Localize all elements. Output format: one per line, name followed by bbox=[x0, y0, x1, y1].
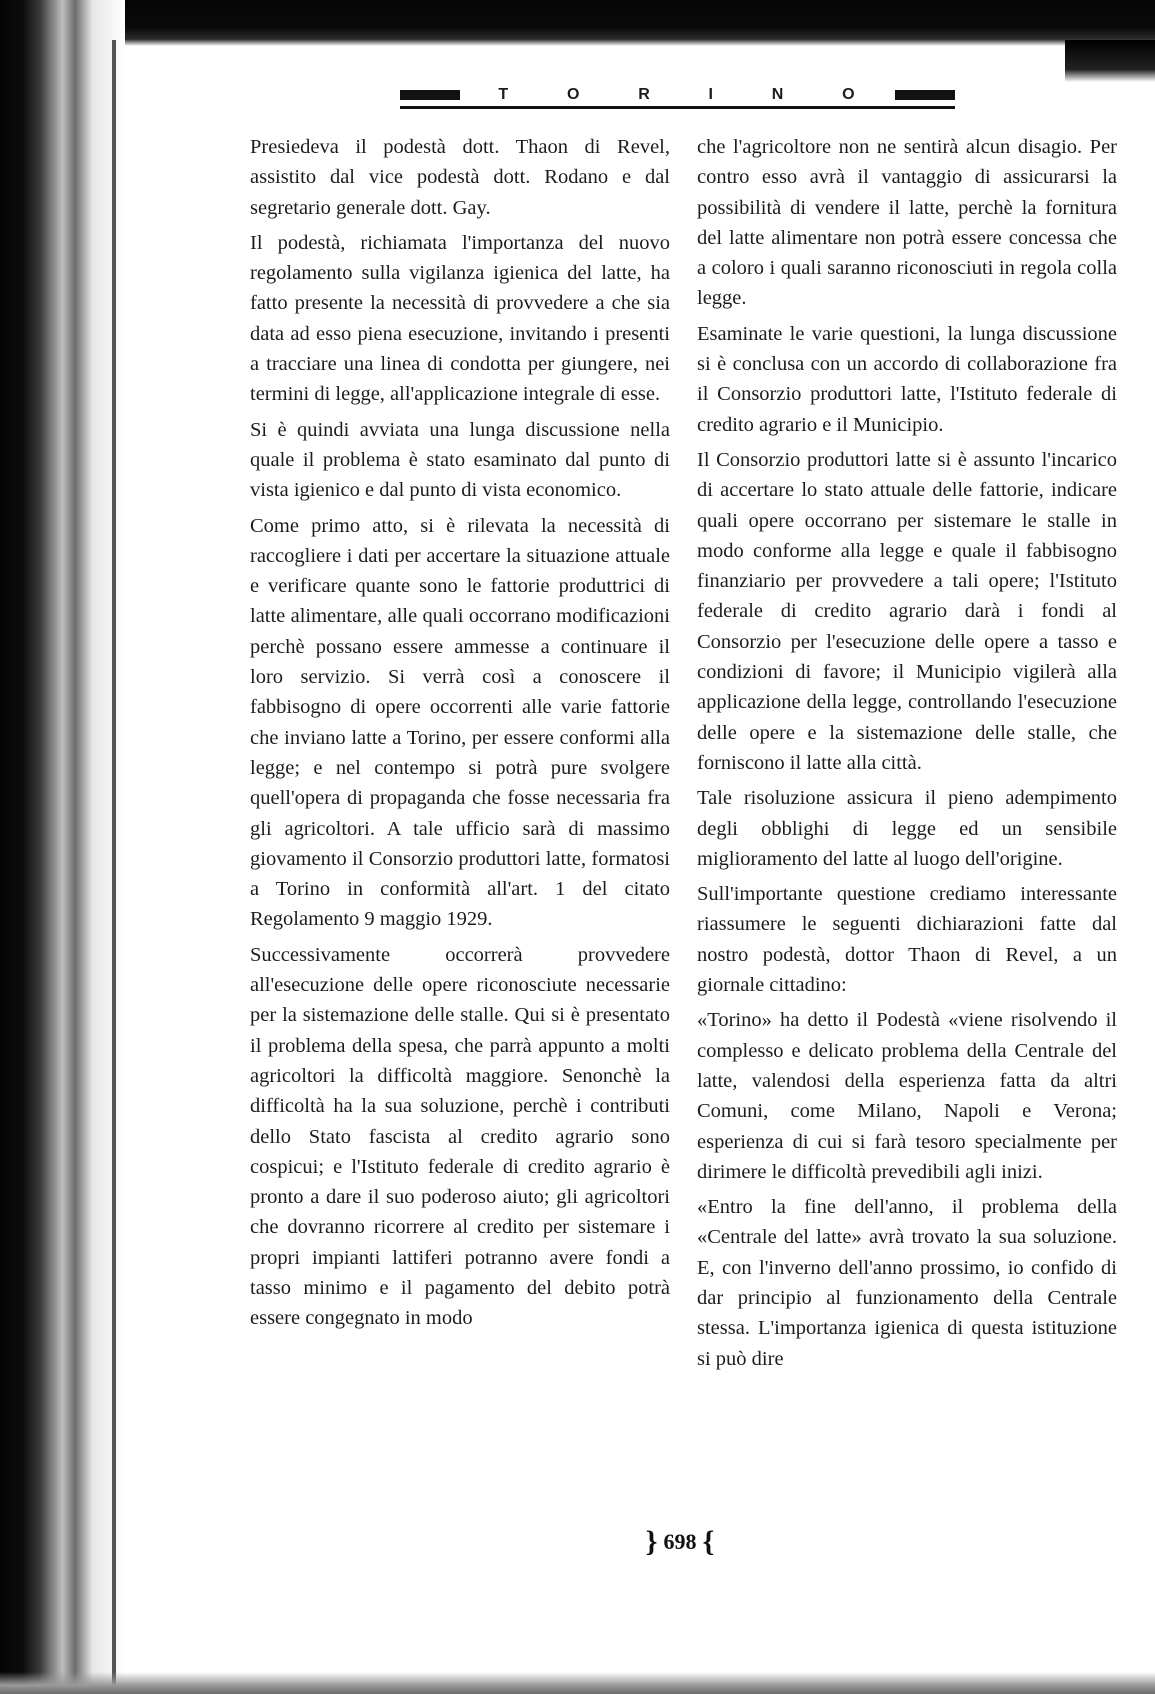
scan-border-top-right bbox=[1065, 40, 1155, 82]
running-title-letter: R bbox=[638, 86, 652, 103]
paragraph: Il podestà, richiamata l'importanza del nuovo regolamento sulla vigilanza igienica del latte, ha fatto presente la necessità di provvedere a che sia data ad esso piena esecuzione, invitando i presenti a tracciare una linea di condotta per giungere, nei termini di legge, all'applicazione integrale di esse. bbox=[250, 231, 670, 406]
paragraph: «Entro la fine dell'anno, il problema della «Centrale del latte» avrà trovato la sua soluzione. E, con l'inverno dell'anno prossimo, io confido di dar principio al funzionamento della Centrale stessa. L'importanza igienica di questa istituzione si può dire bbox=[697, 1196, 1117, 1370]
scan-border-top bbox=[0, 0, 1155, 46]
page-number: 698 bbox=[663, 1529, 697, 1554]
left-column bbox=[250, 132, 670, 1334]
ornament-right-icon: { bbox=[702, 1525, 715, 1558]
page-number-footer bbox=[620, 1527, 740, 1557]
paragraph: Esaminate le varie questioni, la lunga discussione si è conclusa con un accordo di collaborazione fra il Consorzio produttori latte, l'Istituto federale di credito agrario e il Municipio. bbox=[697, 322, 1117, 436]
running-title-letter: I bbox=[708, 86, 715, 103]
scan-page-edge bbox=[112, 40, 116, 1694]
paragraph: Successivamente occorrerà provvedere all'esecuzione delle opere riconosciute necessarie per la sistemazione delle stalle. Qui si è presentato il problema della spesa, che parrà appunto a molti agricoltori la difficoltà maggiore. Senonchè la difficoltà ha la sua soluzione, perchè i contributi dello Stato fascista al credito agrario sono cospicui; e l'Istituto federale di credito agrario è pronto a dare il suo poderoso aiuto; gli agricoltori che dovranno ricorrere al credito per sistemare i propri impianti lattiferi potranno avere fondi a tasso minimo e il pagamento del debito potrà essere congegnato in modo bbox=[250, 943, 670, 1330]
scan-border-left bbox=[0, 0, 125, 1694]
paragraph: Sull'importante questione crediamo interessante riassumere le seguenti dichiarazioni fatte dal nostro podestà, dottor Thaon di Revel, a un giornale cittadino: bbox=[697, 883, 1117, 997]
right-column bbox=[697, 132, 1117, 1374]
paragraph: Come primo atto, si è rilevata la necessità di raccogliere i dati per accertare la situazione attuale e verificare quante sono le fattorie produttrici di latte alimentare, alle quali occorrano modificazioni perchè possano essere ammesse a continuare il loro servizio. Si verrà così a conoscere il fabbisogno di opere occorrenti alle varie fattorie che inviano latte a Torino, per essere conformi alla legge; e nel contempo si potrà pure svolgere quell'opera di propaganda che fosse necessaria fra gli agricoltori. A tale ufficio sarà di massimo giovamento il Consorzio produttori latte, formatosi a Torino in conformità all'art. 1 del citato Regolamento 9 maggio 1929. bbox=[250, 514, 670, 931]
running-title-letter: O bbox=[842, 86, 857, 103]
running-title-letter: O bbox=[566, 86, 582, 103]
running-header bbox=[400, 84, 955, 109]
paragraph: Presiedeva il podestà dott. Thaon di Revel, assistito dal vice podestà dott. Rodano e dal segretario generale dott. Gay. bbox=[250, 136, 670, 219]
running-title bbox=[460, 86, 895, 104]
running-title-letter: N bbox=[771, 86, 786, 103]
ornament-left-icon: } bbox=[645, 1525, 658, 1558]
paragraph: Si è quindi avviata una lunga discussione nella quale il problema è stato esaminato dal punto di vista igienico e dal punto di vista economico. bbox=[250, 418, 670, 502]
paragraph: Il Consorzio produttori latte si è assunto l'incarico di accertare lo stato attuale delle fattorie, indicare quali opere occorrano per sistemare le stalle in modo conforme alla legge e quale il fabbisogno finanziario per provvedere a tali opere; l'Istituto federale di credito agrario darà i fondi al Consorzio per l'esecuzione delle opere a tasso e condizioni di favore; il Municipio vigilerà alla applicazione della legge, controllando l'esecuzione delle opere e la sistemazione delle stalle, che forniscono il latte alla città. bbox=[697, 448, 1117, 774]
running-title-letter: T bbox=[498, 86, 511, 103]
paragraph: che l'agricoltore non ne sentirà alcun disagio. Per contro esso avrà il vantaggio di assicurarsi la possibilità di vendere il latte, perchè la fornitura del latte alimentare non potrà essere concessa che a coloro i quali saranno riconosciuti in regola colla legge. bbox=[697, 136, 1117, 310]
header-rule-right bbox=[895, 90, 955, 100]
scan-border-bottom bbox=[0, 1672, 1155, 1694]
header-rule-left bbox=[400, 90, 460, 100]
paragraph: Tale risoluzione assicura il pieno adempimento degli obblighi di legge ed un sensibile miglioramento del latte al luogo dell'origine. bbox=[697, 787, 1117, 870]
paragraph: «Torino» ha detto il Podestà «viene risolvendo il complesso e delicato problema della Centrale del latte, valendosi della esperienza fatta da altri Comuni, come Milano, Napoli e Verona; esperienza di cui si farà tesoro specialmente per dirimere le difficoltà prevedibili agli inizi. bbox=[697, 1009, 1117, 1183]
